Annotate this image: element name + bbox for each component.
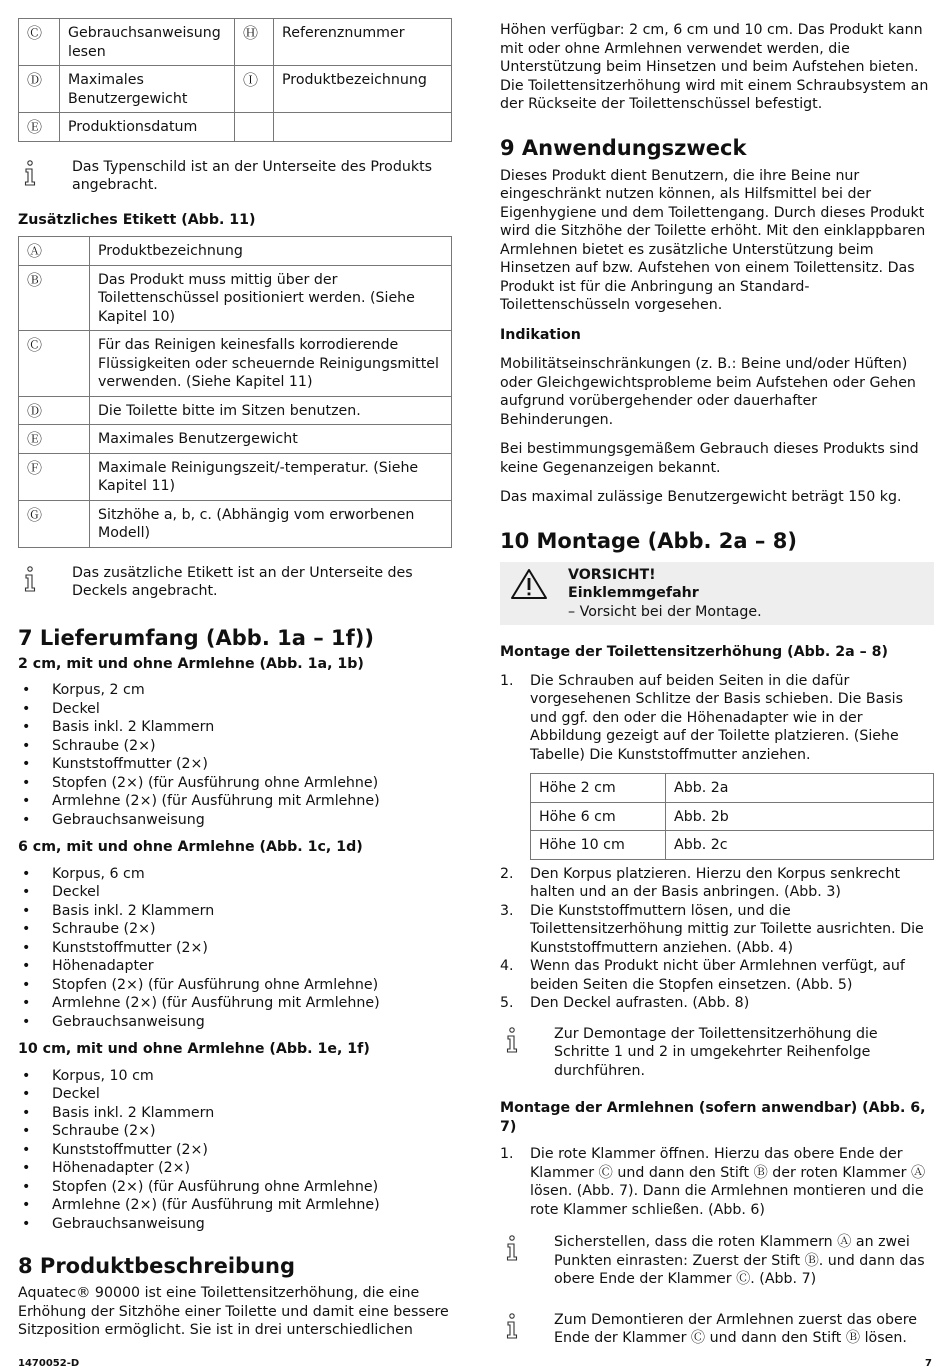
symbol-cell: Ⓓ [19,396,90,425]
list-item: • Deckel [18,883,452,902]
list-item: • Korpus, 2 cm [18,681,452,700]
left-column [18,0,452,1340]
note-text: Sicherstellen, dass die roten Klammern Ⓐ an zwei Punkten einrasten: Zuerst der Stift Ⓑ. und dann das obere Ende der Klammer Ⓒ. (Abb. 7) [554,1234,925,1287]
mounting-heading: Montage der Toilettensitzerhöhung (Abb. 2a – 8) [500,644,889,660]
indikation-heading: Indikation [500,326,581,343]
step-item [500,1145,934,1219]
list-item: • Armlehne (2×) (für Ausführung mit Armlehne) [18,1196,452,1215]
text-cell [274,113,452,142]
section-9-paragraph: Mobilitätseinschränkungen (z. B.: Beine und/oder Hüften) oder Gleichgewichtsprobleme beim Aufstehen oder Gehen aufgrund vorübergehender oder dauerhafter Behinderungen. [500,356,916,428]
item-list [18,681,452,829]
group-heading: 10 cm, mit und ohne Armlehne (Abb. 1e, 1f) [18,1041,370,1057]
text-cell: Produktbezeichnung [90,237,452,266]
symbol-table [18,18,452,142]
info-icon [500,1025,554,1053]
info-icon [500,1233,554,1261]
symbol-cell: Ⓔ [19,113,60,142]
step-list [500,865,934,1013]
height-table [530,773,934,860]
section-8-title: 8 Produktbeschreibung [18,1254,296,1278]
armrest-heading: Montage der Armlehnen (sofern anwendbar) (Abb. 6, 7) [500,1100,926,1135]
step-text: Die Kunststoffmuttern lösen, und die Toilettensitzerhöhung mittig zur Toilette ausrichten. Die Kunststoffmuttern anziehen. (Abb. 4) [530,902,924,956]
symbol-cell: Ⓕ [19,453,90,500]
info-note [18,564,452,601]
figure-cell: Abb. 2a [666,774,934,803]
step-text: Die rote Klammer öffnen. Hierzu das obere Ende der Klammer Ⓒ und dann den Stift Ⓑ der roten Klammer Ⓐ lösen. (Abb. 7). Dann die Armlehnen montieren und die rote Klammer schließen. (Abb. 6) [530,1146,926,1218]
step-item [500,865,934,902]
symbol-cell [235,113,274,142]
step-list [500,1145,934,1219]
table-row [19,425,452,454]
step-text: Wenn das Produkt nicht über Armlehnen verfügt, auf beiden Seiten die Stopfen einsetzen. (Abb. 5) [530,958,905,993]
step-number: 5. [500,995,514,1011]
zusatz-heading: Zusätzliches Etikett (Abb. 11) [18,211,256,228]
table-row [531,802,934,831]
text-cell: Produktbezeichnung [274,66,452,113]
step-item [500,672,934,765]
list-item: • Armlehne (2×) (für Ausführung mit Armlehne) [18,994,452,1013]
table-row [531,831,934,860]
step-number: 1. [500,672,514,689]
section-9-paragraph: Dieses Produkt dient Benutzern, die ihre Beine nur eingeschränkt nutzen können, als Hilfsmittel bei der Eigenhygiene und dem Toilettengang. Durch dieses Produkt wird die Sitzhöhe der Toilette erhöht. Mit den einklappbaren Armlehnen bietet es zusätzliche Unterstützung beim Hinsetzen auf bzw. Aufstehen von einem Toilettensitz. Das Produkt ist für die Anbringung an Standard-Toilettenschüsseln vorgesehen. [500,167,926,313]
group-heading: 6 cm, mit und ohne Armlehne (Abb. 1c, 1d) [18,839,363,855]
caution-text: – Vorsicht bei der Montage. [568,603,762,620]
section-8-text: Aquatec® 90000 ist eine Toilettensitzerhöhung, die eine Erhöhung der Sitzhöhe einer Toilette und damit eine bessere Sitzposition ermöglicht. Sie ist in drei unterschiedlichen [18,1285,449,1338]
text-cell: Für das Reinigen keinesfalls korrodierende Flüssigkeiten oder scheuernde Reinigungsmittel verwenden. (Siehe Kapitel 11) [90,331,452,397]
note-text: Das zusätzliche Etikett ist an der Unterseite des Deckels angebracht. [72,564,413,599]
list-item: • Stopfen (2×) (für Ausführung ohne Armlehne) [18,774,452,793]
text-cell: Maximales Benutzergewicht [90,425,452,454]
text-cell: Die Toilette bitte im Sitzen benutzen. [90,396,452,425]
table-row [19,19,452,66]
list-item: • Basis inkl. 2 Klammern [18,902,452,921]
step-text: Den Deckel aufrasten. (Abb. 8) [530,995,750,1011]
list-item: • Stopfen (2×) (für Ausführung ohne Armlehne) [18,976,452,995]
list-item: • Kunststoffmutter (2×) [18,755,452,774]
caution-box [500,562,934,626]
symbol-cell: Ⓔ [19,425,90,454]
section-10-title: 10 Montage (Abb. 2a – 8) [500,528,797,553]
list-item: • Schraube (2×) [18,920,452,939]
step-item [500,902,934,958]
height-cell: Höhe 2 cm [531,774,666,803]
page-number: 7 [925,1358,932,1369]
symbol-cell: Ⓗ [235,19,274,66]
height-cell: Höhe 10 cm [531,831,666,860]
step-number: 1. [500,1146,514,1162]
step-text: Den Korpus platzieren. Hierzu den Korpus senkrecht halten und an der Basis anbringen. (Abb. 3) [530,865,901,900]
note-text: Das Typenschild ist an der Unterseite des Produkts angebracht. [72,158,433,193]
table-row [19,396,452,425]
info-note [500,1025,934,1081]
table-row [19,453,452,500]
step-number: 4. [500,958,514,974]
step-text: Die Schrauben auf beiden Seiten in die dafür vorgesehenen Schlitze der Basis schieben. Die Basis und ggf. den oder die Höhenadapter wie in der Abbildung gezeigt auf der Toilette platzieren. (Siehe Tabelle) Die Kunststoffmutter anziehen. [530,672,903,763]
symbol-cell: Ⓒ [19,19,60,66]
info-note [500,1311,934,1348]
item-list [18,1067,452,1234]
info-icon [500,1311,554,1339]
group-heading: 2 cm, mit und ohne Armlehne (Abb. 1a, 1b) [18,655,364,672]
right-column [500,0,934,1348]
table-row [19,265,452,331]
section-7-title: 7 Lieferumfang (Abb. 1a – 1f)) [18,625,374,650]
list-item: • Gebrauchsanweisung [18,811,452,830]
info-note [18,158,452,195]
list-item: • Gebrauchsanweisung [18,1215,452,1234]
info-icon [18,158,72,186]
info-icon [18,564,72,592]
list-item: • Basis inkl. 2 Klammern [18,1104,452,1123]
list-item: • Stopfen (2×) (für Ausführung ohne Armlehne) [18,1178,452,1197]
text-cell: Maximales Benutzergewicht [60,66,235,113]
step-item [500,957,934,994]
table-row [19,500,452,547]
symbol-cell: Ⓓ [19,66,60,113]
item-list [18,865,452,1032]
list-item: • Gebrauchsanweisung [18,1013,452,1032]
text-cell: Das Produkt muss mittig über der Toilettenschüssel positioniert werden. (Siehe Kapitel 10) [90,265,452,331]
height-cell: Höhe 6 cm [531,802,666,831]
list-item: • Deckel [18,1085,452,1104]
text-cell: Sitzhöhe a, b, c. (Abhängig vom erworbenen Modell) [90,500,452,547]
caution-title: VORSICHT! [568,566,656,583]
symbol-cell: Ⓘ [235,66,274,113]
step-item [500,994,934,1013]
list-item: • Korpus, 6 cm [18,865,452,884]
list-item: • Kunststoffmutter (2×) [18,939,452,958]
section-9-paragraph: Das maximal zulässige Benutzergewicht beträgt 150 kg. [500,489,902,505]
section-9-paragraph: Bei bestimmungsgemäßem Gebrauch dieses Produkts sind keine Gegenanzeigen bekannt. [500,441,919,476]
symbol-cell: Ⓑ [19,265,90,331]
note-text: Zum Demontieren der Armlehnen zuerst das obere Ende der Klammer Ⓒ und dann den Stift Ⓑ lösen. [554,1311,917,1346]
info-note [500,1233,934,1289]
list-item: • Höhenadapter (2×) [18,1159,452,1178]
text-cell: Maximale Reinigungszeit/-temperatur. (Siehe Kapitel 11) [90,453,452,500]
step-number: 2. [500,865,514,882]
text-cell: Referenznummer [274,19,452,66]
symbol-cell: Ⓖ [19,500,90,547]
step-number: 3. [500,902,514,919]
figure-cell: Abb. 2b [666,802,934,831]
table-row [531,774,934,803]
table-row [19,66,452,113]
list-item: • Deckel [18,700,452,719]
step-list [500,672,934,765]
list-item: • Armlehne (2×) (für Ausführung mit Armlehne) [18,792,452,811]
list-item: • Kunststoffmutter (2×) [18,1141,452,1160]
warning-icon [510,566,568,622]
zusatz-table [18,236,452,548]
document-number: 1470052-D [18,1358,80,1369]
caution-subtitle: Einklemmgefahr [568,585,699,601]
list-item: • Basis inkl. 2 Klammern [18,718,452,737]
list-item: • Korpus, 10 cm [18,1067,452,1086]
table-row [19,331,452,397]
list-item: • Höhenadapter [18,957,452,976]
text-cell: Gebrauchsanweisung lesen [60,19,235,66]
note-text: Zur Demontage der Toilettensitzerhöhung die Schritte 1 und 2 in umgekehrter Reihenfolge durchführen. [554,1025,878,1079]
symbol-cell: Ⓒ [19,331,90,397]
section-8-text-continued: Höhen verfügbar: 2 cm, 6 cm und 10 cm. Das Produkt kann mit oder ohne Armlehnen verwendet werden, die Unterstützung beim Hinsetzen und beim Aufstehen bieten. Die Toilettensitzerhöhung wird mit einem Schraubsystem an der Rückseite der Toilettenschüssel befestigt. [500,22,929,112]
section-9-title: 9 Anwendungszweck [500,135,747,160]
table-row [19,113,452,142]
list-item: • Schraube (2×) [18,1122,452,1141]
text-cell: Produktionsdatum [60,113,235,142]
table-row [19,237,452,266]
list-item: • Schraube (2×) [18,737,452,756]
symbol-cell: Ⓐ [19,237,90,266]
figure-cell: Abb. 2c [666,831,934,860]
